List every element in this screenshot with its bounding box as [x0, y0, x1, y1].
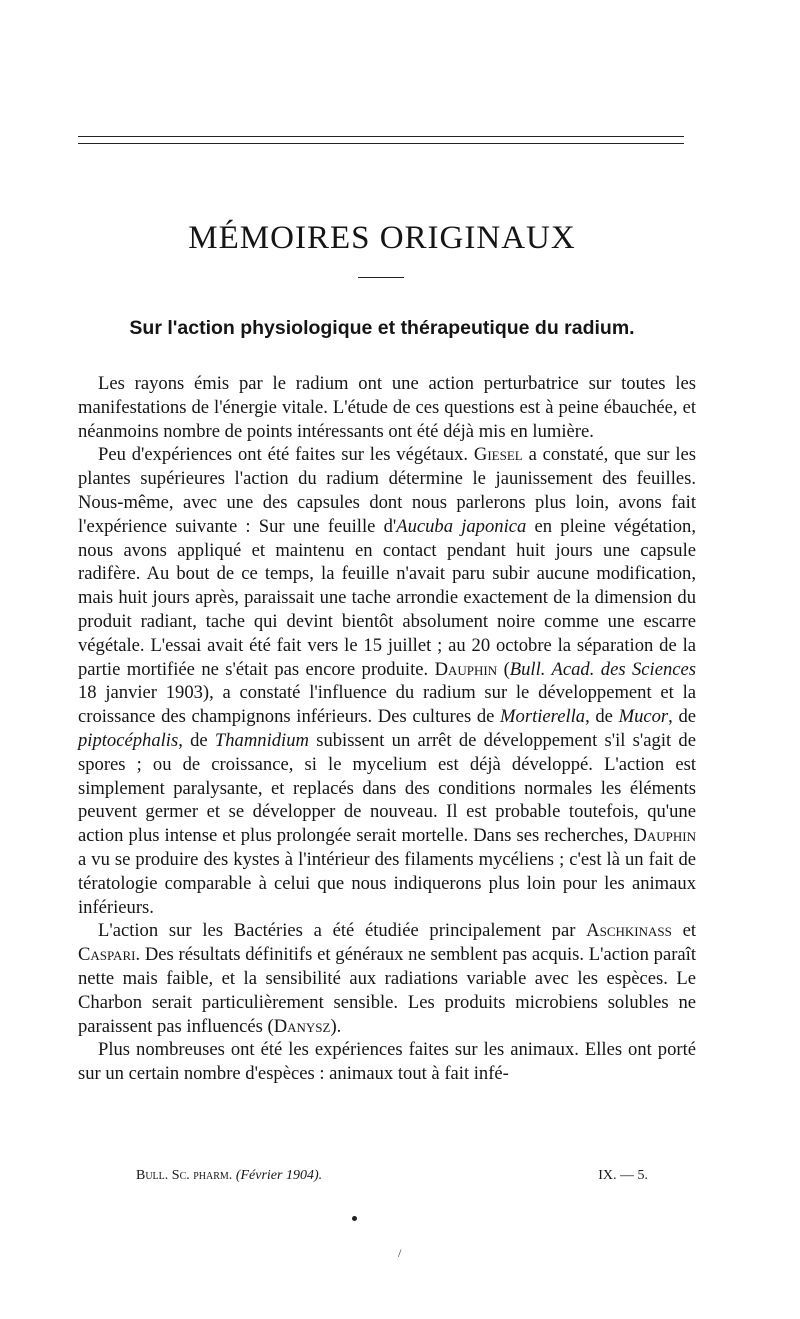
text-run: a constaté, que sur les plantes supérieures l'action du radium détermine le jaunissement des feuilles. Nous-même, avec une des capsules dont nous parlerons plus loin, avons fait l'expérience suivante : Sur une feuille d' [78, 444, 697, 537]
ink-mark: / [398, 1246, 402, 1260]
text-run: en pleine végétation, nous avons appliqué et maintenu en contact pendant huit jours une capsule radifère. Au bout de ce temps, la feuille n'avait paru subir aucune modification, mais huit jours après, paraissait une tache arrondie exactement de la dimension du produit radiant, tache qui devint bientôt absolument noire comme une escarre végétale. L'essai avait été fait vers le 15 juillet ; au 20 octobre la séparation de la partie mortifiée ne s'était pas encore produite. [78, 515, 697, 680]
paragraph-3 [78, 919, 696, 1038]
text-run: L'action sur les Bactéries a été étudiée principalement par [98, 920, 576, 942]
species-name: Thamnidium [214, 729, 309, 751]
author-name: Dauphin [434, 658, 498, 680]
section-title: MÉMOIRES ORIGINAUX [188, 220, 576, 256]
text-run: 18 janvier 1903), a constaté l'influence du radium sur le développement et la croissance des champignons inférieurs. Des cultures de [78, 682, 696, 728]
text-run: et [682, 920, 696, 942]
author-name: Caspari [78, 944, 136, 966]
text-run: ). [330, 1015, 342, 1037]
ink-dot [352, 1216, 357, 1221]
text-run: ( [503, 658, 510, 680]
species-name: Mucor [618, 706, 669, 728]
text-run: . Des résultats définitifs et généraux ne semblent pas acquis. L'action paraît nette mais faible, et la sensibilité aux radiations variable avec les espèces. Le Charbon serait particulièrement sensible. Les produits microbiens solubles ne paraissent pas influencés ( [78, 944, 696, 1037]
citation: Bull. Acad. des Sciences [509, 658, 696, 680]
species-name: Aucuba japonica [396, 515, 527, 537]
text-run: , de [585, 706, 613, 728]
text-run: a vu se produire des kystes à l'intérieur des filaments mycéliens ; c'est là un fait de tératologie comparable à celui que nous indiquerons plus loin pour les animaux inférieurs. [78, 848, 696, 918]
author-name: Danysz [273, 1015, 331, 1037]
footer-citation [136, 1168, 322, 1184]
author-name: Giesel [473, 444, 523, 466]
article-title: Sur l'action physiologique et thérapeutique du radium. [129, 317, 635, 339]
article-body [78, 372, 696, 1086]
author-name: Dauphin [633, 825, 696, 847]
species-name: piptocéphalis [78, 729, 179, 751]
species-name: Mortierella [500, 706, 586, 728]
top-rule [78, 136, 684, 137]
text-run: subissent un arrêt de développement s'il s'agit de spores ; ou de croissance, si le mycelium est déjà développé. L'action est simplement paralysante, et replacés dans des conditions normales les éléments peuvent germer et se développer de nouveau. Il est probable toutefois, qu'une action plus intense et plus prolongée serait mortelle. Dans ses recherches, [78, 729, 696, 847]
author-name: Aschkinass [586, 920, 672, 942]
signature-mark: IX. — 5. [598, 1168, 648, 1183]
text-run: , de [668, 706, 696, 728]
paragraph-1: Les rayons émis par le radium ont une action perturbatrice sur toutes les manifestations de l'énergie vitale. L'étude de ces questions est à peine ébauchée, et néanmoins nombre de points intéressants ont été déjà mis en lumière. [78, 373, 696, 442]
issue-date: (Février 1904). [235, 1168, 323, 1183]
journal-name: Bull. Sc. pharm. [136, 1168, 233, 1183]
page-footer [136, 1168, 656, 1184]
top-rule [78, 143, 684, 144]
text-run: , de [178, 729, 208, 751]
text-run: Peu d'expériences ont été faites sur les végétaux. [98, 444, 469, 466]
title-divider [358, 277, 404, 278]
paragraph-2 [78, 443, 696, 919]
paragraph-4: Plus nombreuses ont été les expériences faites sur les animaux. Elles ont porté sur un certain nombre d'espèces : animaux tout à fait infé- [78, 1039, 696, 1085]
